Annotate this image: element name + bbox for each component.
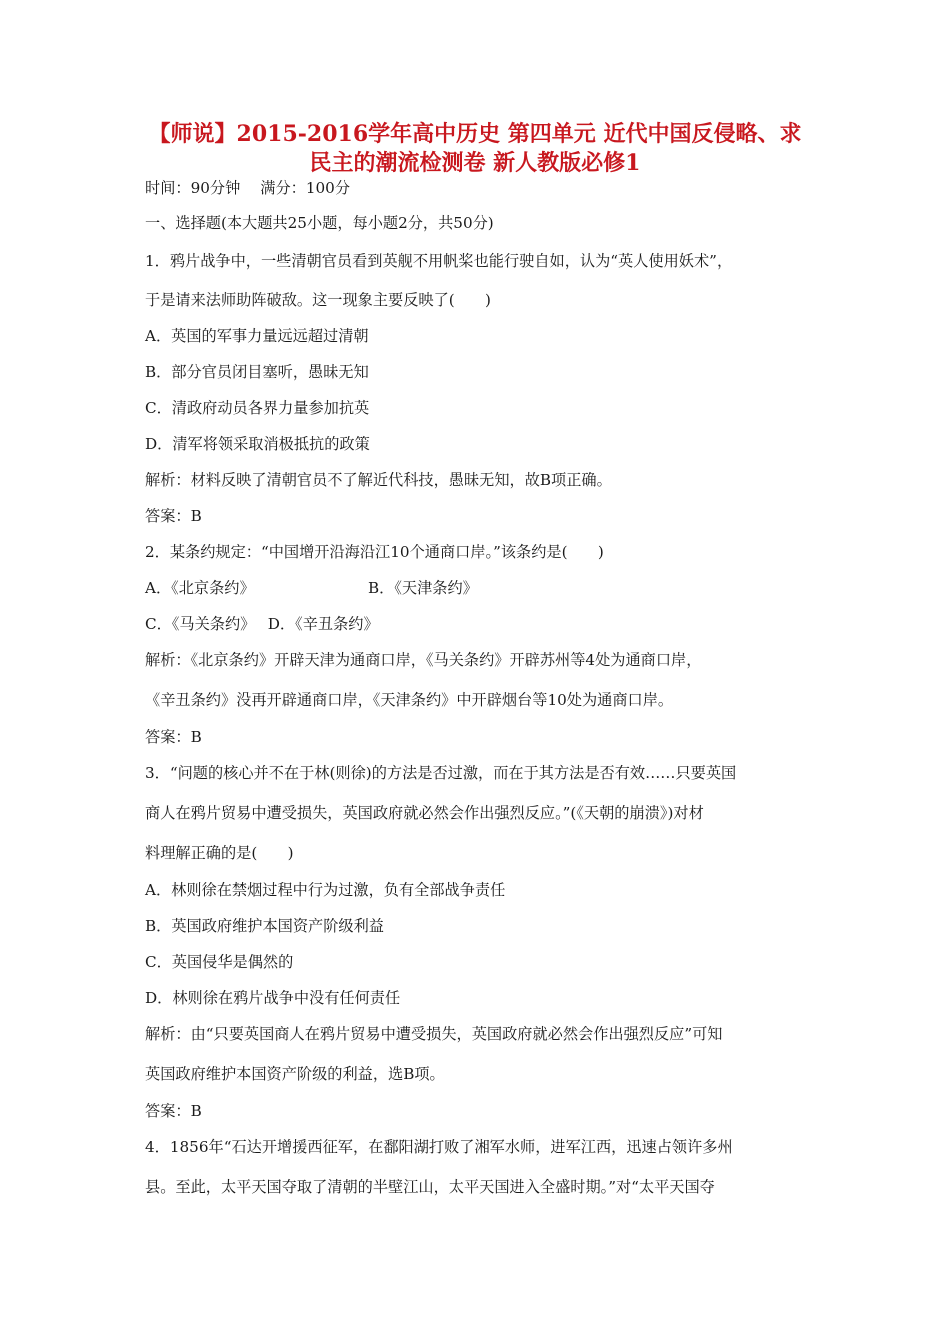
q2-stem: 2．某条约规定：“中国增开沿海沿江10个通商口岸。”该条约是( ) [145,543,604,561]
q3-option-a: A．林则徐在禁烟过程中行为过激，负有全部战争责任 [145,881,506,899]
q3-analysis-line-2: 英国政府维护本国资产阶级的利益，选B项。 [145,1065,445,1083]
q3-option-c: C．英国侵华是偶然的 [145,953,294,971]
q1-answer: 答案：B [145,507,202,525]
q2-analysis-line-1: 解析：《北京条约》开辟天津为通商口岸，《马关条约》开辟苏州等4处为通商口岸， [145,651,702,669]
q3-option-b: B．英国政府维护本国资产阶级利益 [145,917,384,935]
q2-option-a: A．《北京条约》 [145,579,255,597]
title-line-2: 民主的潮流检测卷 新人教版必修1 [309,150,641,176]
q3-stem-line-3: 料理解正确的是( ) [145,844,294,862]
section-heading: 一、选择题(本大题共25小题，每小题2分，共50分) [145,214,494,232]
q3-answer: 答案：B [145,1102,202,1120]
q1-option-c: C．清政府动员各界力量参加抗英 [145,399,370,417]
q2-analysis-line-2: 《辛丑条约》没再开辟通商口岸，《天津条约》中开辟烟台等10处为通商口岸。 [145,691,674,709]
q4-stem-line-2: 县。至此，太平天国夺取了清朝的半壁江山，太平天国进入全盛时期。”对“太平天国夺 [145,1178,715,1196]
title-line-1: 【师说】2015-2016学年高中历史 第四单元 近代中国反侵略、求 [148,121,802,147]
q3-option-d: D．林则徐在鸦片战争中没有任何责任 [145,989,401,1007]
q1-option-d: D．清军将领采取消极抵抗的政策 [145,435,370,453]
q1-option-b: B．部分官员闭目塞听，愚昧无知 [145,363,369,381]
exam-meta: 时间：90分钟 满分：100分 [145,179,351,197]
q3-analysis-line-1: 解析：由“只要英国商人在鸦片贸易中遭受损失，英国政府就必然会作出强烈反应”可知 [145,1025,723,1043]
document-title [130,120,820,178]
q2-option-b: B．《天津条约》 [368,579,478,597]
q3-stem-line-1: 3．“问题的核心并不在于林(则徐)的方法是否过激，而在于其方法是否有效……只要英国 [145,764,737,782]
q1-stem-line-2: 于是请来法师助阵破敌。这一现象主要反映了( ) [145,291,491,309]
q1-analysis: 解析：材料反映了清朝官员不了解近代科技，愚昧无知，故B项正确。 [145,471,612,489]
q1-option-a: A．英国的军事力量远远超过清朝 [145,327,369,345]
q4-stem-line-1: 4．1856年“石达开增援西征军，在鄱阳湖打败了湘军水师，进军江西，迅速占领许多州 [145,1138,733,1156]
q2-answer: 答案：B [145,728,202,746]
q3-stem-line-2: 商人在鸦片贸易中遭受损失，英国政府就必然会作出强烈反应。”(《天朝的崩溃》)对材 [145,804,704,822]
q1-stem-line-1: 1．鸦片战争中，一些清朝官员看到英舰不用帆桨也能行驶自如，认为“英人使用妖术”， [145,252,733,270]
q2-options-cd: C．《马关条约》 D．《辛丑条约》 [145,615,379,633]
